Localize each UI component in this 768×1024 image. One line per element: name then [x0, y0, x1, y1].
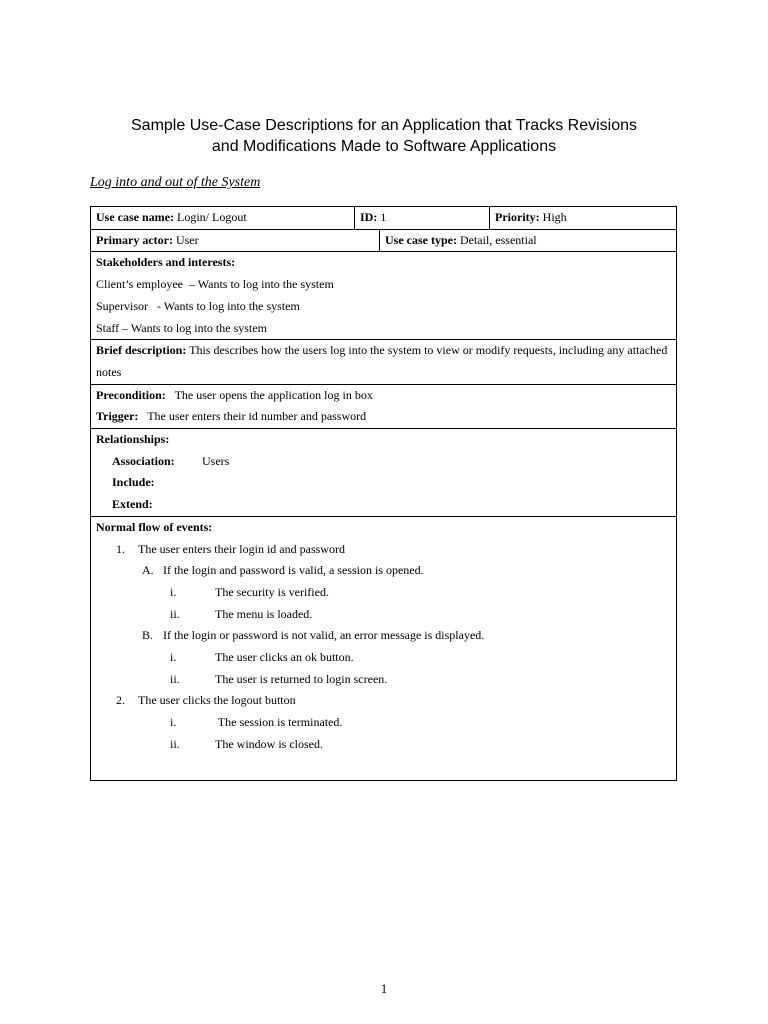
flow-subsubstep	[96, 712, 671, 734]
flow-subsubstep	[96, 647, 671, 669]
page-number: 1	[380, 981, 388, 996]
priority-cell	[489, 207, 676, 229]
use-case-name-value: Login/ Logout	[173, 210, 247, 224]
use-case-name-cell	[91, 207, 354, 229]
relationships-cell	[91, 429, 676, 516]
stakeholder-item: Supervisor - Wants to log into the system	[96, 298, 300, 313]
flow-subsubstep-text: The menu is loaded.	[215, 606, 313, 621]
flow-step-text: The user clicks the logout button	[138, 693, 296, 708]
precondition-trigger-cell	[91, 385, 676, 428]
flow-substep-letter: B.	[142, 628, 154, 643]
flow-subsubstep	[96, 669, 671, 691]
flow-step	[96, 539, 671, 561]
extend-label: Extend:	[112, 497, 153, 512]
row-name-id-priority	[91, 207, 676, 229]
row-actor-type	[91, 229, 676, 252]
stakeholders-label: Stakeholders and interests:	[96, 255, 236, 270]
stakeholders-cell	[91, 252, 676, 339]
flow-step-number: 2.	[116, 693, 125, 708]
include-label: Include:	[112, 475, 155, 490]
precondition-line	[96, 385, 671, 407]
title-line-2: and Modifications Made to Software Applications	[211, 138, 557, 155]
stakeholder-item: Client’s employee – Wants to log into the system	[96, 277, 334, 292]
brief-description-label: Brief description:	[96, 343, 187, 358]
primary-actor-value: User	[172, 232, 199, 247]
relationships-label: Relationships:	[96, 432, 170, 447]
flow-roman-number: i.	[170, 715, 177, 730]
use-case-name-label: Use case name:	[96, 210, 174, 224]
primary-actor-label: Primary actor:	[96, 232, 173, 247]
brief-description-cell	[91, 340, 676, 383]
stakeholder-item: Staff – Wants to log into the system	[96, 320, 267, 335]
flow-roman-number: ii.	[170, 671, 180, 686]
association-line	[96, 451, 671, 473]
row-relationships	[91, 428, 676, 516]
normal-flow-cell	[91, 517, 676, 780]
flow-roman-number: i.	[170, 650, 177, 665]
section-heading: Log into and out of the System	[90, 175, 261, 190]
flow-subsubstep	[96, 604, 671, 626]
association-label: Association:	[112, 453, 175, 468]
flow-roman-number: ii.	[170, 606, 180, 621]
flow-roman-number: i.	[170, 584, 177, 599]
flow-subsubstep-text: The security is verified.	[215, 584, 329, 599]
use-case-type-value: Detail, essential	[456, 232, 537, 247]
trigger-label: Trigger:	[96, 409, 139, 424]
normal-flow-label: Normal flow of events:	[96, 519, 213, 534]
flow-subsubstep	[96, 582, 671, 604]
precondition-value: The user opens the application log in box	[165, 387, 373, 402]
page-title	[0, 115, 768, 157]
flow-substep	[96, 625, 671, 647]
row-precondition-trigger	[91, 384, 676, 428]
use-case-type-label: Use case type:	[385, 232, 457, 247]
flow-subsubstep-text: The user clicks an ok button.	[215, 650, 354, 665]
flow-step-number: 1.	[116, 541, 125, 556]
association-value: Users	[202, 453, 230, 468]
flow-subsubstep	[96, 734, 671, 756]
use-case-table	[90, 206, 677, 781]
priority-label: Priority:	[495, 210, 540, 224]
flow-subsubstep-text: The user is returned to login screen.	[215, 671, 388, 686]
trigger-line	[96, 406, 671, 428]
use-case-type-cell	[379, 230, 676, 252]
flow-step-text: The user enters their login id and password	[138, 541, 345, 556]
flow-subsubstep-text: The window is closed.	[215, 736, 323, 751]
precondition-label: Precondition:	[96, 387, 166, 402]
trigger-value: The user enters their id number and password	[138, 409, 367, 424]
primary-actor-cell	[91, 230, 379, 252]
flow-substep-letter: A.	[142, 563, 154, 578]
flow-substep-text: If the login or password is not valid, an error message is displayed.	[163, 628, 485, 643]
id-cell	[354, 207, 489, 229]
row-normal-flow	[91, 516, 676, 780]
flow-subsubstep-text: The session is terminated.	[215, 715, 343, 730]
row-brief-description	[91, 339, 676, 383]
flow-step	[96, 690, 671, 712]
priority-value: High	[539, 210, 567, 224]
flow-substep	[96, 560, 671, 582]
title-line-1: Sample Use-Case Descriptions for an Application that Tracks Revisions	[131, 117, 637, 134]
brief-description-value: This describes how the users log into the system to view or modify requests, including any attached notes	[96, 343, 668, 379]
row-stakeholders	[91, 251, 676, 339]
flow-substep-text: If the login and password is valid, a session is opened.	[163, 563, 424, 578]
id-value: 1	[377, 210, 387, 224]
flow-roman-number: ii.	[170, 736, 180, 751]
id-label: ID:	[360, 210, 378, 224]
